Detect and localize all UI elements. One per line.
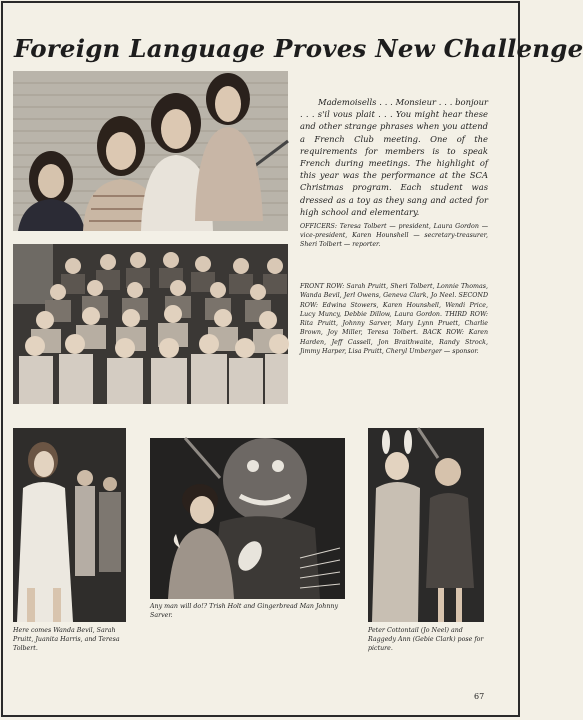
group-names-caption: FRONT ROW: Sarah Pruitt, Sheri Tolbert, Lonnie Thomas, Wanda Bevil, Jerl Owens, Geneva Clark, Jo Neel. SECOND ROW: Edwina Stowers, Karen Hounshell, Wendi Price, Lucy Muncy, Debbie Dillow, Laura Gordon. THIRD ROW: Rita Pruitt, Johnny Sarver, Mary Lynn Pruett, Charlie Brown, Joy Miller, Teresa Tolbert. BACK ROW: Karen Harden, Jeff Cassell, Jon Braithwaite, Randy Strock, Jimmy Harper, Lisa Pruitt, Cheryl Umberger — sponsor.: [300, 283, 488, 356]
costume-photo-right: [368, 428, 484, 622]
page-title: Foreign Language Proves New Challenge: [14, 34, 583, 63]
caption-middle: Any man will do!? Trish Holt and Gingerbread Man Johnny Sarver.: [150, 603, 339, 619]
intro-paragraph: Mademoisells . . . Monsieur . . . bonjour . . . s'il vous plait . . . You might hear these and other strange phrases when you attend a French Club meeting. One of the requirements for members is to speak French during meetings. The highlight of this year was the performance at the SCA Christmas program. Each student was dressed as a toy as they sang and acted for high school and elementary.: [300, 97, 488, 217]
caption-right: Peter Cottontail (Jo Neel) and Raggedy Ann (Gebie Clark) pose for picture.: [368, 627, 484, 652]
costume-photo-left: [13, 428, 126, 622]
caption-left: Here comes Wanda Bevil, Sarah Pruitt, Juanita Harris, and Teresa Tolbert.: [13, 627, 120, 652]
group-photo: [13, 244, 288, 404]
page-number: 67: [474, 692, 485, 701]
officers-caption: OFFICERS: Teresa Tolbert — president, Laura Gordon — vice-president, Karen Hounshell — secretary-treasurer, Sheri Tolbert — reporter.: [300, 223, 488, 248]
gingerbread-photo: [150, 438, 345, 599]
officers-photo: [13, 71, 288, 231]
